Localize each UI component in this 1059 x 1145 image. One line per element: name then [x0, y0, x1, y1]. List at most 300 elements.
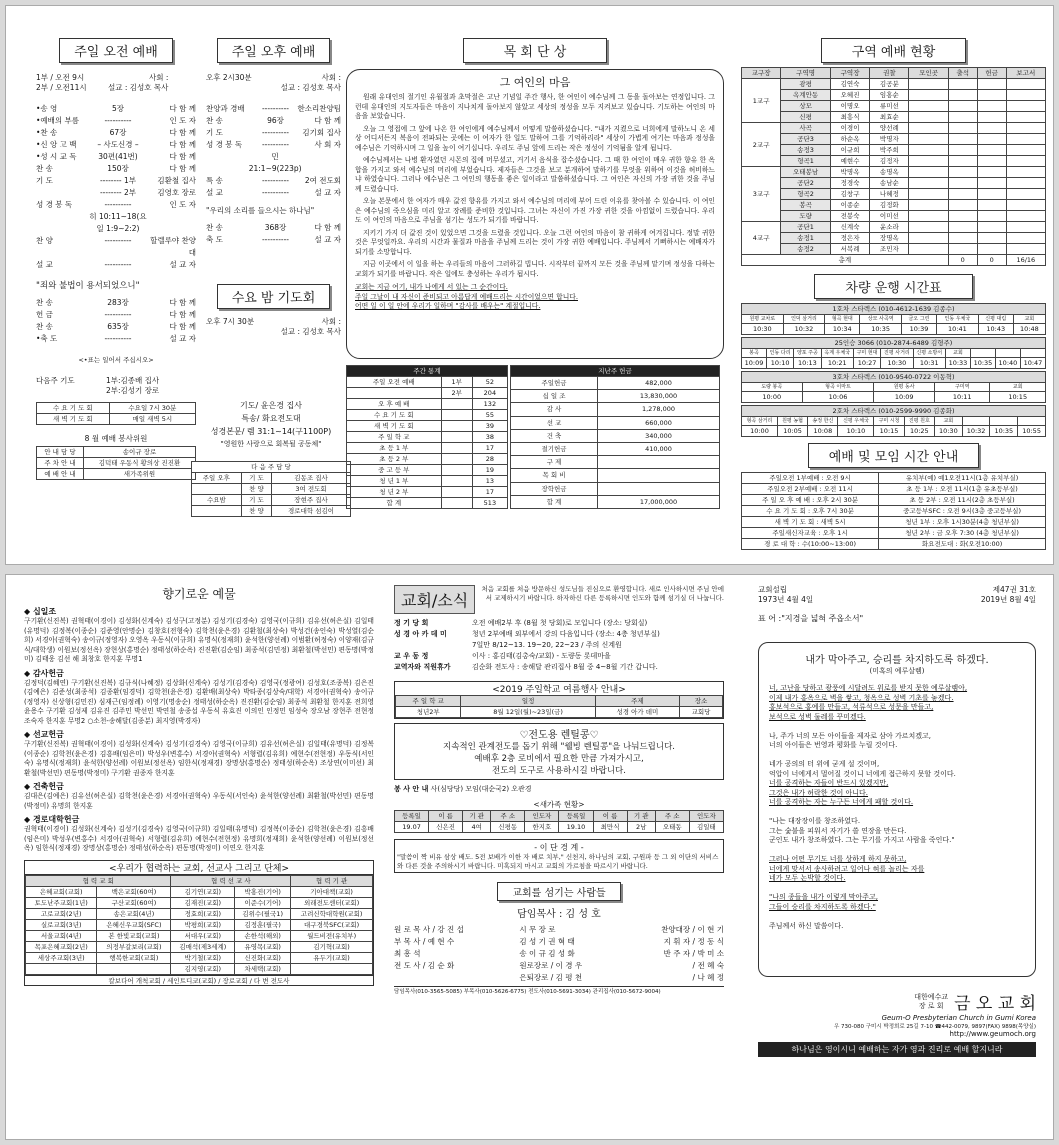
district-assistant: 조민자 [870, 244, 909, 255]
district-row [742, 156, 1046, 167]
order-detail: ---------- [261, 140, 290, 149]
order-item: 찬 송 [36, 298, 53, 307]
bus-stop: 형곡 이마트 [802, 383, 874, 392]
empty-cell [977, 123, 1006, 134]
empty-cell [948, 101, 977, 112]
attendance-row [347, 498, 508, 509]
district-leader: 김연숙 [830, 79, 869, 90]
offering-names: 김대은(김예은) 김유선(허은실) 김학천(윤은경) 서경아(권혁숙) 우동식(서인숙) 윤석한(양선례) 최환철(박선민) 편동명(박정미) 유명희 한지훈 [24, 792, 374, 810]
summer-title: <2019 주일학교 여름행사 안내> [492, 685, 626, 695]
empty-cell [909, 145, 948, 156]
district-assistant: 박명자 [870, 134, 909, 145]
table-cell: 이준수(기어) [235, 897, 291, 908]
heresy-title: - 이 단 경 계 - [534, 843, 584, 852]
table-cell: 안 내 담 당 [37, 447, 84, 458]
church-name-english: Geum-O Presbyterian Church in Gumi Korea [881, 1014, 1036, 1022]
order-row [36, 127, 196, 139]
table-cell: 구산교회(60여) [97, 897, 171, 908]
order-row [36, 309, 196, 321]
partner-col-header: 협 력 기 관 [291, 875, 373, 886]
table-cell [598, 482, 720, 495]
table-cell: 고로교회(2년) [26, 908, 97, 919]
founded-date: 1973년 4월 4일 [758, 595, 814, 604]
bus-time: 10:21 [821, 358, 853, 369]
order-row [206, 127, 341, 139]
bus-time: 10:39 [901, 324, 936, 335]
table-cell: 김지영(교회) [171, 963, 235, 974]
table-cell: 28 [472, 454, 507, 465]
table-cell: 4여 [463, 822, 491, 833]
district-area: 오태봉남 [781, 167, 831, 178]
table-cell [598, 469, 720, 482]
empty-cell [977, 222, 1006, 233]
order-detail: 150장 [107, 164, 129, 173]
empty-cell [1006, 167, 1045, 178]
table-cell: 목 회 비 [511, 469, 598, 482]
district-area: 송정2 [781, 244, 831, 255]
wed-details [191, 399, 351, 517]
order-person: 다 함 께 [169, 298, 196, 307]
order-detail: ---------- [104, 310, 132, 319]
table-cell: 실로교회(3년) [26, 919, 97, 930]
bus-time: 10:43 [978, 324, 1013, 335]
table-cell: 수 요 기 도 회 [37, 403, 110, 414]
table-cell: 찬 양 [241, 506, 271, 517]
table-cell: 2남 [627, 822, 655, 833]
district-row [742, 112, 1046, 123]
wed-special: 특송/ 화요전도대 [241, 414, 301, 423]
district-assistant: 이미선 [870, 211, 909, 222]
table-cell [441, 410, 472, 421]
table-cell: 17 [472, 487, 507, 498]
offering-row [511, 442, 720, 455]
table-cell: 행복한교회(교회) [97, 952, 171, 963]
order-row [36, 259, 196, 271]
table-cell: 482,000 [598, 377, 720, 390]
order-person: 다 함 께 [314, 116, 341, 125]
order-row [36, 115, 196, 127]
sunday-am-section [36, 38, 196, 480]
table-cell: 새 벽 기 도 회 [347, 421, 442, 432]
table-cell: 39 [472, 421, 507, 432]
scripture-line [769, 884, 1025, 894]
staff-row [394, 936, 724, 948]
empty-cell [977, 90, 1006, 101]
wed-time: 오후 7시 30분 [206, 317, 255, 326]
order-detail: ---------- [104, 334, 132, 343]
district-row [742, 134, 1046, 145]
empty-cell [977, 101, 1006, 112]
scripture-line: 너를 공격하는 자들이 반드시 있겠지만, [769, 779, 889, 787]
order-person: 다 함 께 [314, 223, 341, 232]
staff-phones: 담임목사(010-3565-5085) 부목사(010-5626-6775) 전도사(010-5691-3034) 관리집사(010-5672-9004) [394, 986, 724, 995]
column-paragraph: 지키기 가지 더 값진 것이 있었으면 그것을 드렸을 것입니다. 오늘 그런 여인의 마음이 참 귀하게 여겨집니다. 정말 귀한 것은 무엇일까요. 우리의 시간과 물질과 마음을 주님께 드리는 것이 가장 귀한 예배입니다. 주님께서 기뻐하시는 예배자가 되기를 소망합니다. [355, 228, 715, 256]
order-item [36, 187, 88, 199]
table-cell: 오태동 [655, 822, 689, 833]
district-table [741, 67, 1046, 266]
motto: 표 어 :"지경을 넓혀 주옵소서" [758, 614, 864, 623]
bus-time: 10:55 [1018, 426, 1046, 437]
empty-cell [1006, 156, 1045, 167]
order-row [206, 151, 341, 175]
bus-times-row [742, 324, 1046, 335]
order-row [36, 333, 196, 345]
news-section [394, 585, 724, 995]
scripture-box [758, 642, 1036, 977]
district-assistant: 류미선 [870, 101, 909, 112]
bus-time: 10:30 [742, 324, 784, 335]
next-prayer-1: 1부:김종배 집사 [106, 376, 160, 385]
bus-route-title: 3호차 스타렉스 (010-9540-0722 이동혁) [742, 372, 1046, 383]
bus-time: 10:13 [794, 358, 821, 369]
empty-cell [909, 134, 948, 145]
district-area: 송정1 [781, 233, 831, 244]
news-item-text: 7일만 8/12~13. 19~20, 22~23 / 주의 신계원 [472, 641, 622, 649]
news-item-text: 이사 : 홍김태(김총숙/교회) - 도량동 롯데마을 [472, 652, 611, 660]
table-cell: 청년2부 [396, 707, 461, 718]
lentil-line: 전도의 도구로 사용하시길 바랍니다. [492, 766, 626, 776]
table-cell: 세상주교회(3년) [26, 952, 97, 963]
offering-row [511, 456, 720, 469]
offering-stats-table [510, 365, 720, 509]
district-assistant: 양선례 [870, 123, 909, 134]
empty-cell [909, 244, 948, 255]
scripture-line: "나의 종들을 내가 이렇게 막아주고, [769, 893, 879, 901]
empty-cell [948, 189, 977, 200]
table-cell [598, 456, 720, 469]
empty-cell [909, 112, 948, 123]
offering-category: ◆ 선교헌금 [24, 730, 64, 739]
staff-row [394, 924, 724, 936]
empty-cell [977, 211, 1006, 222]
empty-cell [948, 222, 977, 233]
table-cell: 박홍진(기어) [235, 886, 291, 897]
order-detail: – 사도신경 – [97, 140, 139, 149]
table-cell: 합 계 [511, 495, 598, 508]
table-cell: 경 로 대 학 : 수(10:00~13:00) [742, 539, 879, 550]
table-cell: 김정훈(필국) [235, 919, 291, 930]
issue-number: 제47권 31호 [992, 585, 1036, 594]
partners-table [25, 875, 373, 975]
table-cell: 유영목(교회) [235, 941, 291, 952]
table-cell: 초 등 2 부 [347, 454, 442, 465]
empty-cell [1006, 200, 1045, 211]
bus-stop: 원평 농협 [777, 417, 807, 426]
table-cell: 김재진(교회) [171, 897, 235, 908]
bus-stop: 교회 [934, 417, 962, 426]
bus-time: 10:27 [853, 358, 880, 369]
offerings-title: 향기로운 예물 [162, 587, 236, 601]
wed-prayer: 기도/ 윤은경 집사 [240, 401, 302, 410]
empty-cell [977, 79, 1006, 90]
news-item-label: 성 경 아 카 데 미 [394, 630, 447, 638]
attendance-row [347, 377, 508, 388]
offering-row [511, 403, 720, 416]
order-person: 한소리찬양팀 [297, 104, 341, 113]
summer-box [394, 681, 724, 719]
table-cell: 청 년 1 부 [347, 476, 442, 487]
order-item: •찬 송 [36, 128, 58, 137]
table-cell: 청년 1부 : 오후 1시30분(4층 청년부실) [879, 517, 1046, 528]
empty-cell [948, 145, 977, 156]
order-row [36, 151, 196, 163]
attendance-row [347, 454, 508, 465]
senior-pastor: 담임목사 : 김 성 호 [517, 909, 601, 920]
table-cell: 매일 새벽 5시 [109, 414, 195, 425]
empty-cell [948, 156, 977, 167]
table-cell: 신은진 [429, 822, 463, 833]
table-cell: 김기혁(교회) [291, 941, 373, 952]
district-name: 4교구 [742, 222, 781, 255]
bus-timetable [741, 303, 1046, 437]
bus-time: 10:32 [962, 426, 990, 437]
offering-category: ◆ 감사헌금 [24, 668, 64, 678]
offering-row [511, 482, 720, 495]
column-header: 보고서 [1006, 68, 1045, 79]
bus-times-row [742, 358, 1046, 369]
table-cell: 3여 전도회 [272, 484, 351, 495]
offering-category: ◆ 십일조 [24, 607, 57, 616]
order-row [36, 235, 196, 259]
meeting-row [37, 403, 196, 414]
district-leader: 정은자 [830, 233, 869, 244]
table-cell: 청년 2부 : 금 오후 7:30 (4층 청년부실) [879, 528, 1046, 539]
volunteer-row [37, 469, 196, 480]
bus-stop: 교회 [1013, 315, 1045, 324]
order-person: 인 도 자 [169, 200, 196, 209]
attendance-row [347, 443, 508, 454]
bus-time: 10:32 [783, 324, 825, 335]
order-detail: ---------- [104, 116, 132, 125]
attendance-row [347, 465, 508, 476]
table-cell: 장학헌금 [511, 482, 598, 495]
table-cell: 132 [472, 399, 507, 410]
empty-cell [977, 167, 1006, 178]
attendance-row [347, 487, 508, 498]
table-cell: 김위수(필국1) [235, 908, 291, 919]
table-cell: 성경 아가 데미 [595, 707, 679, 718]
empty-cell [977, 134, 1006, 145]
empty-cell [948, 123, 977, 134]
column-box [346, 69, 724, 359]
column-paragraph: 예수님께서는 나병 환자였던 시몬의 집에 머무셨고, 거기서 음식을 잡수셨습니다. 그 때 한 여인이 매우 귀한 향유 한 옥합을 가지고 와서 예수님의 머리에 부었습니다. 제자들은 그것을 보고 분개하여 말하기를 무엇을 위하여 이것을 허비하느냐 하였습니다. 그러나 예수님은 그 여인의 행동을 좋은 일이라고 말씀하셨습니다. 그 여인은 자신의 가장 귀한 것을 주님께 드렸습니다. [355, 156, 715, 193]
empty-cell [1006, 123, 1045, 134]
empty-cell [948, 200, 977, 211]
empty-cell [909, 233, 948, 244]
column-header: 주 일 학 교 [396, 696, 461, 707]
table-cell: 1부 [441, 377, 472, 388]
offering-row [511, 416, 720, 429]
table-cell: 은혜교회(교회) [26, 886, 97, 897]
news-item [394, 651, 724, 662]
newfam-title: <새가족 현황> [533, 800, 585, 809]
table-cell: 주일오전 1부예배 : 오전 9시 [742, 473, 879, 484]
column-header: 장소 [680, 696, 723, 707]
staff-cell: 은퇴장로 / 김 평 천 [519, 973, 583, 982]
order-detail: 히 10:11~18(요일 1:9~2:2) [89, 212, 147, 233]
table-cell: 신진화(교회) [235, 952, 291, 963]
scripture-line [769, 912, 1025, 922]
table-cell: 주 일 학 교 [347, 432, 442, 443]
staff-cell: 찬양대장 / 이 현 기 [661, 925, 724, 934]
wed-leader: 사회 : [321, 317, 341, 326]
empty-cell [948, 233, 977, 244]
meeting-time-row [742, 517, 1046, 528]
table-cell: 합 계 [347, 498, 442, 509]
order-detail: ---------- [261, 188, 290, 197]
meeting-time-row [742, 528, 1046, 539]
district-row [742, 145, 1046, 156]
district-assistant: 최효순 [870, 112, 909, 123]
partner-row [26, 908, 373, 919]
table-cell: 주일 오후 [192, 473, 242, 484]
empty-cell [948, 134, 977, 145]
district-assistant: 윤소라 [870, 222, 909, 233]
table-cell: 은혜신우교회(SFC) [97, 919, 171, 930]
bus-stop: 신평 대림 [978, 315, 1013, 324]
table-cell: 토도난주교회(1년) [26, 897, 97, 908]
district-total-value: 0 [977, 255, 1006, 266]
bus-route-header [742, 406, 1046, 417]
column-header: 주제 [595, 696, 679, 707]
table-cell: 주일헌금 [511, 377, 598, 390]
column-header: 인도자 [689, 811, 723, 822]
table-cell: 청 년 2 부 [347, 487, 442, 498]
empty-cell [1006, 79, 1045, 90]
bulletin-inner-page [5, 5, 1054, 565]
district-row [742, 79, 1046, 90]
table-cell: 8월 12일(월)~23일(금) [461, 707, 595, 718]
table-cell: 기 도 [241, 495, 271, 506]
order-row [36, 297, 196, 309]
bus-stop [970, 349, 995, 358]
table-cell [192, 484, 242, 495]
bus-stop: 원평 동사 [874, 383, 935, 392]
scripture-line: 보석으로 성벽 둘레를 꾸미겠다. [769, 712, 866, 721]
empty-cell [948, 79, 977, 90]
meeting-time-row [742, 473, 1046, 484]
next-duty-table [191, 461, 351, 517]
table-cell: 최만식 [593, 822, 627, 833]
order-row [36, 187, 196, 199]
empty-cell [909, 222, 948, 233]
scripture-line: 그러나 어떤 무기도 너를 상하게 하지 못하고, [769, 855, 907, 863]
district-assistant: 송명옥 [870, 167, 909, 178]
attendance-row [347, 432, 508, 443]
table-cell: 초 등 1 부 [347, 443, 442, 454]
bus-stop: 상모 사곡역 [860, 315, 902, 324]
table-cell: 55 [472, 410, 507, 421]
table-cell: 340,000 [598, 429, 720, 442]
news-item-text: 오전 예배2부 후 (8월 첫 당회)로 모입니다 (장소: 당회실) [472, 619, 648, 627]
bus-time: 10:15 [990, 392, 1046, 403]
order-person: 김영호 장로 [157, 188, 196, 197]
table-cell: 19.07 [395, 822, 429, 833]
order-person: 인 도 자 [169, 116, 196, 125]
bus-stop: 교회 [990, 383, 1046, 392]
order-detail: ---------- [261, 104, 290, 113]
district-row [742, 101, 1046, 112]
order-row [36, 139, 196, 151]
empty-cell [948, 178, 977, 189]
order-row [36, 175, 196, 187]
bus-time: 10:47 [1020, 358, 1045, 369]
bus-route-header [742, 372, 1046, 383]
scripture-text [769, 684, 1025, 931]
church-url[interactable]: http://www.geumoch.org [949, 1030, 1036, 1038]
district-row [742, 189, 1046, 200]
table-cell: 김동조 집사 [272, 473, 351, 484]
district-row [742, 233, 1046, 244]
column-paragraph: 오늘 본문에서 한 여자가 매우 값진 향유를 가지고 와서 예수님의 머리에 부어 드린 이유를 찾아볼 수 있습니다. 이 여인은 예수님의 죽으심을 미리 알고 장례를 준비한 것입니다. 그녀는 자신이 가진 가장 귀한 것을 아낌없이 드렸습니다. 우리도 이 여인의 마음으로 주님을 섬기는 성도가 되기를 바랍니다. [355, 197, 715, 224]
bus-time: 10:08 [808, 426, 838, 437]
table-cell [97, 963, 171, 974]
bus-stop: 인동 우체국 [937, 315, 979, 324]
district-leader: 오혜진 [830, 90, 869, 101]
pm-leader: 사회 : [321, 73, 341, 82]
table-cell: 손한석(해외) [235, 930, 291, 941]
order-row [36, 321, 196, 333]
column-title: 목 회 단 상 [463, 38, 608, 63]
table-cell: 절기헌금 [511, 442, 598, 455]
column-paragraph: 원래 유대인의 절기인 유월절과 초막절은 고난 기념일 주간 행사, 한 여인이 예수님께 그 동을 돌아보는 연정입니다. 그런데 유대인의 지도자들은 마음이 지나치게 돌아보지 않았고 세상의 정성을 모두 지켜보고 있습니다. 기도하는 여인의 마음을 보았습니다. [355, 93, 715, 120]
district-leader: 박명옥 [830, 167, 869, 178]
district-leader: 하순옥 [830, 134, 869, 145]
partner-row [26, 886, 373, 897]
table-cell: 화요전도대 : 화(오전10:00) [879, 539, 1046, 550]
scripture-line: 홍보석으로 홍예를 만들고, 석류석으로 성문을 만들고, [769, 703, 934, 711]
empty-cell [948, 112, 977, 123]
order-of-worship [36, 103, 196, 271]
district-row [742, 167, 1046, 178]
column-header: 교구장 [742, 68, 781, 79]
table-cell: 19 [472, 465, 507, 476]
scripture-line: "나는 대장장이를 창조하였다. [769, 817, 861, 825]
heresy-text: "말씀이 짝 비유 삼상 배도. 5전 보배가 이한 자 배로 치부," 신천지, 하나님의 교회, 구원파 등 그 외 이단의 서비스와 다른 것을 주의하시기 바랍니다. 미혹되지 마시고 교회의 가르침을 따르시기 바랍니다. [397, 853, 719, 870]
bus-time: 10:48 [1013, 324, 1045, 335]
table-cell: 예 배 안 내 [37, 469, 84, 480]
table-cell: 박기철(교회) [171, 952, 235, 963]
empty-cell [909, 189, 948, 200]
table-cell: 김매석(제3세계) [171, 941, 235, 952]
lentil-box [394, 723, 724, 780]
table-cell [441, 399, 472, 410]
bus-route-table [741, 405, 1046, 437]
order-detail: ---------- [261, 128, 290, 137]
lentil-line: 지속적인 관계전도를 돕기 위해 "웰빙 렌틸콩"을 나눠드립니다. [442, 742, 675, 752]
column-header: 구역장 [830, 68, 869, 79]
order-item: 특 송 [206, 176, 223, 185]
offering-row [511, 495, 720, 508]
summer-row [396, 707, 723, 718]
empty-cell [909, 156, 948, 167]
table-cell: 백은교회(60여) [97, 886, 171, 897]
order-person: 다 함 께 [169, 128, 196, 137]
next-duty-row [192, 473, 351, 484]
bus-stop: 신평 우체국 [838, 417, 874, 426]
empty-cell [1006, 90, 1045, 101]
empty-cell [909, 200, 948, 211]
scripture-line: 너, 고난을 당하고 광풍에 시달려도 위로를 받지 못한 예루살렘아, [769, 684, 968, 692]
empty-cell [977, 189, 1006, 200]
table-cell: 외래전도센터(교회) [291, 897, 373, 908]
order-item: •송 영 [36, 104, 58, 113]
empty-cell [909, 79, 948, 90]
table-cell: 13 [472, 476, 507, 487]
bus-stop: 원평 교차로 [742, 315, 784, 324]
order-person [302, 151, 341, 175]
offering-row [511, 469, 720, 482]
